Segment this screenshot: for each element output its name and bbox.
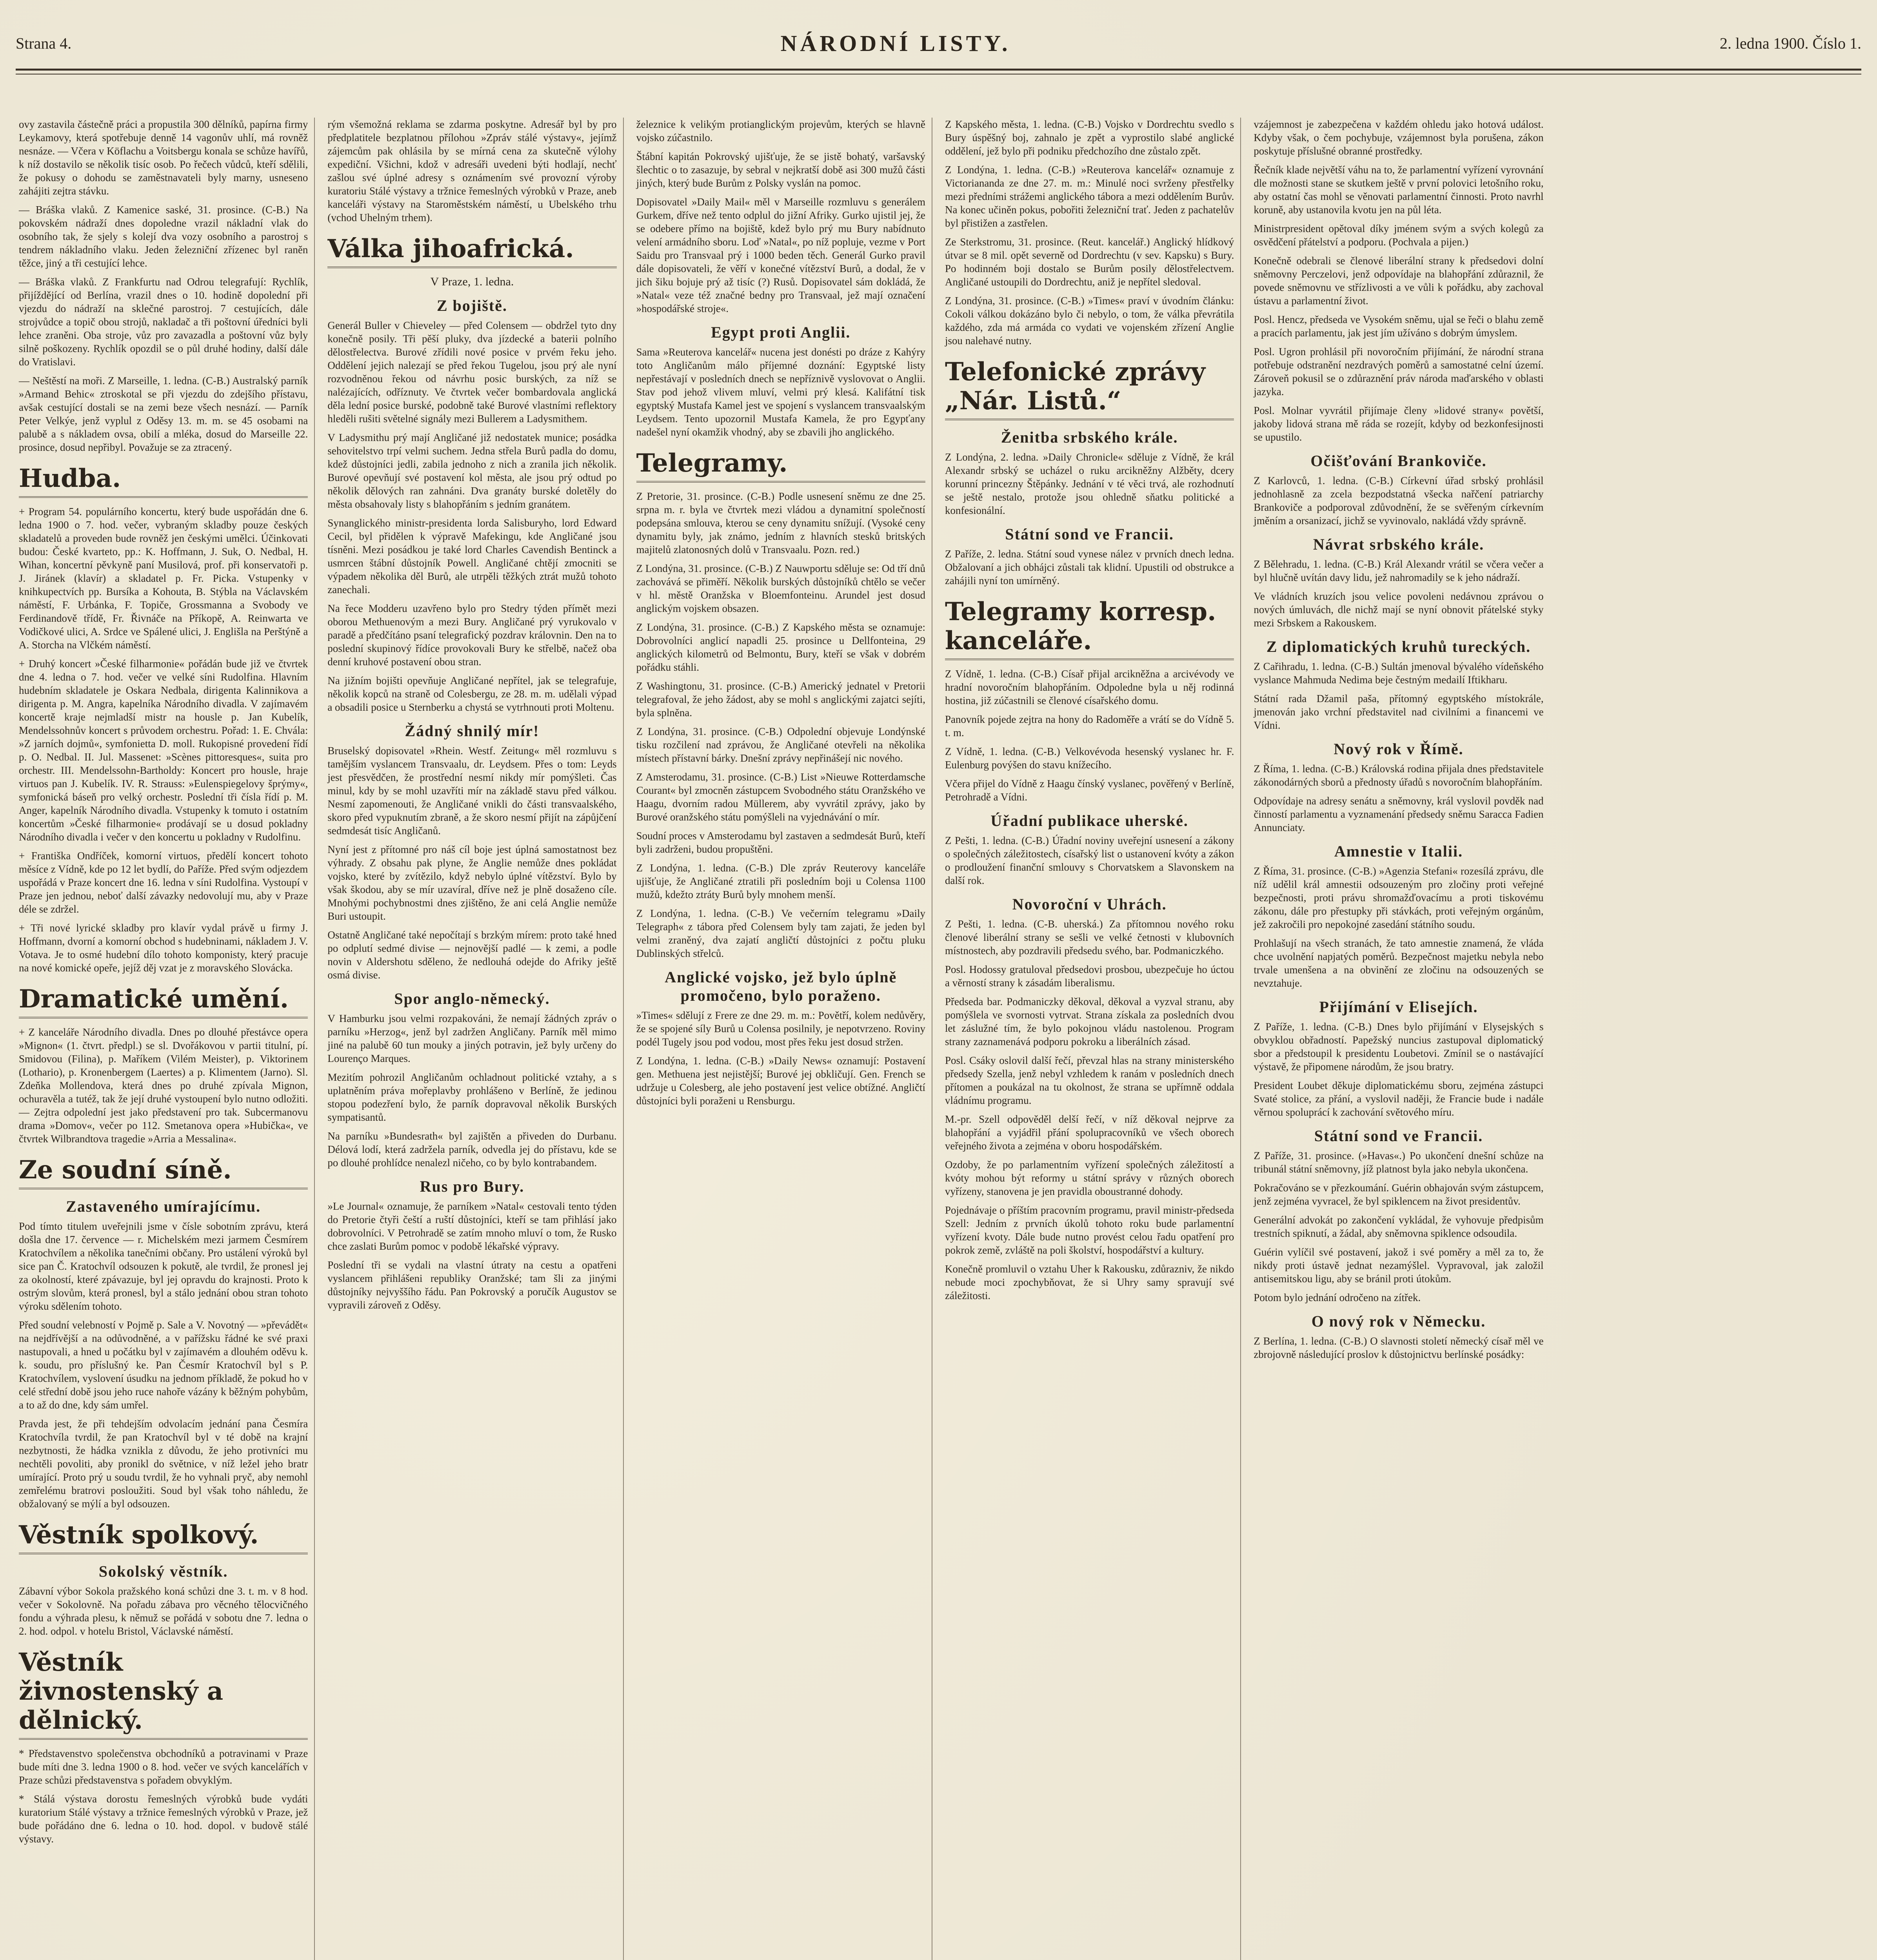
- article-paragraph: President Loubet děkuje diplomatickému sboru, zejména zástupci Svaté stolice, za přání, a vyslovil naději, že Francie bude i nadále věrnou spoluprácí k zachování světového míru.: [1254, 1080, 1544, 1118]
- article-paragraph: Posl. Csáky oslovil další řečí, převzal hlas na strany ministerského předsedy Szella, jenž nebyl vzhledem k ranám v posledních dnech přítomen a poukázal na tu okolnost, že strana se upřímně oddala vládnímu programu.: [945, 1054, 1234, 1106]
- header-rule: [16, 69, 1861, 71]
- article-paragraph: Z Kapského města, 1. ledna. (C-B.) Vojsko v Dordrechtu svedlo s Bury úspěšný boj, zahnalo je zpět a vyprostilo slabé anglické oddělení, jež bylo při podniku předchozího dne zůstalo zpět.: [945, 118, 1234, 157]
- article-paragraph: Posl. Molnar vyvrátil přijímaje členy »lidové strany« povětší, jakoby lidová strana mě ráda se rozejít, kdyby od bezkonfesijnosti se upustilo.: [1254, 405, 1544, 443]
- column-4: [942, 118, 1241, 1960]
- article-paragraph: Zábavní výbor Sokola pražského koná schůzi dne 3. t. m. v 8 hod. večer v Sokolovně. Na pořadu zábava pro věcného tělocvičného fondu a výhrada plesu, k němuž se pořádá v sobotu dne 7. ledna o 2. hod. odpol. v hotelu Bristol, Václavské náměstí.: [19, 1585, 308, 1637]
- article-heading: O nový rok v Německu.: [1311, 1312, 1486, 1330]
- article-paragraph: Z Amsterodamu, 31. prosince. (C-B.) List »Nieuwe Rotterdamsche Courant« byl zmocněn zástupcem Svobodného státu Oranžského ve Haagu, dvorním radou Müllerem, aby vyvrátil zprávy, jako by Burové oranžského státu pomýšleli na vyjednávání o mír.: [636, 771, 925, 823]
- article-paragraph: + Tři nové lyrické skladby pro klavír vydal právě u firmy J. Hoffmann, dvorní a komorní obchod s hudebninami, nákladem J. V. Votava. Je to osmé hudební dílo tohoto komponisty, který pracuje na nové komické opeře, jejíž děj vzat je z moravského Slovácka.: [19, 922, 308, 974]
- article-paragraph: Z Londýna, 31. prosince. (C-B.) »Times« praví v úvodním článku: Cokoli válkou dokázáno bylo či nebylo, o tom, že válka převrátila každého, zda má armáda co vydati ve vojenském zřízení Anglie jsou nalehavé nutny.: [945, 295, 1234, 347]
- section-heading: Dramatické umění.: [19, 985, 308, 1018]
- article-paragraph: Konečně promluvil o vztahu Uher k Rakousku, zdůrazniv, že nikdo nebude moci zpochybňovat, že si Uhry samy spravují své záležitosti.: [945, 1263, 1234, 1301]
- article-paragraph: rým všemožná reklama se zdarma poskytne. Adresář byl by pro předplatitele bezplatnou přílohou »Zpráv stálé výstavy«, jejímž zájemcům pak ohlásila by se mírná cena za skutečně výlohy expediční. Všichni, kdož v adresáři uvedeni býti hodlají, nechť zašlou své úplné adresy s oznámením své provozní výroby kuratoriu Stálé výstavy a tržnice řemeslných výrobků v Praze, aneb kanceláři výstavy na Staroměstském náměstí, u Ubelského trhu (vchod Uhelným trhem).: [327, 118, 617, 223]
- article-paragraph: — Bráška vlaků. Z Frankfurtu nad Odrou telegrafují: Rychlík, přijíždějící od Berlína, vrazil dnes o 10. hodině dopolední při vjezdu do nádraží na sklečné parostroj. 7 cestujících, dále strojvůdce a topič obou strojů, nakladač a tři poštovní úředníci byli lehce zraněni. Oba stroje, vůz pro zavazadla a poštovní vůz byly silně poškozeny. Rychlík opozdil se o půl druhé hodiny, další dále do Vratislavi.: [19, 276, 308, 368]
- article-paragraph: Z Londýna, 1. ledna. (C-B.) »Reuterova kancelář« oznamuje z Victoriananda ze dne 27. m. m.: Minulé noci svrženy přestřelky mezi předními strážemi anglického tábora a mezi oddělením Burův. Na konec učiněn pokus, pobořiti železniční trať. Jeden z pachatelův byl přistižen a zastřelen.: [945, 164, 1234, 229]
- article-paragraph: Předseda bar. Podmaniczky děkoval, děkoval a vyzval stranu, aby pomýšlela ve svornosti vytrvat. Strana získala za posledních dvou let záslužné tím, že bylo pokojnou vládu nastolenou. Program strany zaznamenává podporu pokroku a liberálních zásad.: [945, 996, 1234, 1047]
- section-heading: Ze soudní síně.: [19, 1156, 308, 1189]
- article-paragraph: + Františka Ondříček, komorní virtuos, předělí koncert tohoto měsíce z Vídně, kde po 12 let bydlí, do Paříže. Před svým odjezdem uspořádá v Praze koncert dne 16. ledna v síni Rudolfina. Vystoupí v Praze jen jednou, neboť další závazky nedovolují mu, aby v Praze déle se zdržel.: [19, 850, 308, 915]
- article-paragraph: Včera přijel do Vídně z Haagu čínský vyslanec, pověřený v Berlíně, Petrohradě a Vídni.: [945, 778, 1234, 803]
- article-paragraph: Z Paříže, 31. prosince. (»Havas«.) Po ukončení dnešní schůze na tribunál státní sněmovny, jíž platnost byla jako nebyla ukončena.: [1254, 1150, 1544, 1175]
- article-paragraph: Ze Sterkstromu, 31. prosince. (Reut. kancelář.) Anglický hlídkový útvar se 8 mil. opět severně od Dordrechtu (v sev. Kapsku) s Bury. Po hodinném boji dostalo se Burům posily dělostřelectvem. Angličané ustoupili do Dordrechtu, aniž je nepřítel sledoval.: [945, 236, 1234, 288]
- article-paragraph: vzájemnost je zabezpečena v každém ohledu jako hotová událost. Kdyby však, o čem pochybuje, vzájemnost byla porušena, zákon poskytuje příslušné obranné prostředky.: [1254, 118, 1544, 157]
- article-paragraph: Na parníku »Bundesrath« byl zajištěn a přiveden do Durbanu. Délová lodí, která zadržela parník, odvedla jej do přístavu, kde se po dlouhé prohlídce nenalezl ničeho, co by bylo kontrabandem.: [327, 1130, 617, 1169]
- article-paragraph: Ozdoby, že po parlamentním vyřízení společných záležitostí a kvóty mohou být reformy u státní správy v různých oborech vyřízeny, stanovena je jen pravidla oboustranné dohody.: [945, 1159, 1234, 1197]
- article-paragraph: Z Londýna, 1. ledna. (C-B.) »Daily News« oznamují: Postavení gen. Methuena jest nejistější; Burové jej obkličují. Gen. French se udržuje u Colesberg, ale jeho postavení jest velice obtížné. Angličtí důstojníci byli poraženi u Rensburgu.: [636, 1055, 925, 1107]
- article-paragraph: V Ladysmithu prý mají Angličané již nedostatek munice; posádka sehovitelstvo trpí velmi suchem. Jedna střela Burů padla do domu, kdež důstojníci jedli, zabila jednoho z nich a zranila jich několik. Burové opevňují své postavení kol města, ale jsou prý odtud po několik dělových ran zahnáni. Dva granáty burské doletěly do města obsahovaly listy s blahopřáním s jedním granátem.: [327, 432, 617, 510]
- article-heading: Státní sond ve Francii.: [1314, 1127, 1483, 1145]
- article-paragraph: Mezitím pohrozil Angličanům ochladnout politické vztahy, a s uplatněním práva mořeplavby prohlášeno v Berlíně, že jedinou stopou podezření bylo, že parník dopravoval několik Burských sympatisantů.: [327, 1071, 617, 1123]
- article-heading: Z bojiště.: [436, 297, 507, 314]
- section-heading: Telegramy.: [636, 449, 925, 483]
- article-paragraph: Z Pretorie, 31. prosince. (C-B.) Podle usnesení sněmu ze dne 25. srpna m. r. byla ve čtvrtek mezi vládou a dynamitní společností podepsána smlouva, kterou se ceny dynamitu snížují. (Vysoké ceny dynamitu byly, jak známo, jedním z hlavních stesků britských majitelů zlatonosných dolů v Transvaalu. Pozn. red.): [636, 490, 925, 555]
- article-heading: Úřadní publikace uherské.: [990, 812, 1188, 829]
- article-heading: Přijímání v Elisejích.: [1319, 998, 1478, 1016]
- article-paragraph: Z Cařihradu, 1. ledna. (C-B.) Sultán jmenoval bývalého vídeňského vyslance Mahmuda Nedima beje čestným medailí Iftikharu.: [1254, 661, 1544, 686]
- article-paragraph: Z Karlovců, 1. ledna. (C-B.) Církevní úřad srbský prohlásil jednohlasně za zcela bezpodstatná všecka nařčení patriarchy Brankoviče a podporoval zdůvodnění, že se svěřeným církevním jměním a orsanizací, jichž se vyvinovalo, nakládá vždy správně.: [1254, 475, 1544, 526]
- article-paragraph: Generální advokát po zakončení vykládal, že vyhovuje předpisům trestních spiknutí, a žádal, aby sněmovna spiklence odsoudila.: [1254, 1214, 1544, 1239]
- article-paragraph: Posl. Ugron prohlásil při novoročním přijímání, že národní strana potřebuje odstranění nezdravých poměrů a samostatné celní území. Zároveň pokusil se o zdůraznění práv národa maďarského v oblasti jazyka.: [1254, 346, 1544, 397]
- article-paragraph: Z Paříže, 1. ledna. (C-B.) Dnes bylo přijímání v Elysejských s obvyklou obřadností. Papežský nuncius zastupoval diplomatický sbor a předstoupil k presidentu Loubetovi. Zmínil se o nastávající výstavě, že připomene národům, že jsou bratry.: [1254, 1021, 1544, 1073]
- article-paragraph: + Z kanceláře Národního divadla. Dnes po dlouhé přestávce opera »Mignon« (1. čtvrt. předpl.) se sl. Dvořákovou v partii titulní, pí. Smidovou (Filina), p. Maříkem (Vilém Meister), p. Viktorinem (Lothario), p. Kronenbergem (Laertes) a p. Klimentem (Jarno). Sl. Zdeňka Mollendova, která dnes po druhé zpívala Mignon, ochuravěla a tutéž, tak že její druhé vystoupení bylo nutno odložiti. — Zejtra odpolední jest jako představení pro tak. Subcermanovu drama »Domov«, večer po 112. Smetanova opera »Hubička«, ve čtvrtek Wilbrandtova tragedie »Arria a Messalina«.: [19, 1026, 308, 1145]
- article-heading: Státní sond ve Francii.: [1005, 525, 1174, 543]
- article-paragraph: Z Pešti, 1. ledna. (C-B. uherská.) Za přítomnou nového roku členové liberální strany se sešli ve velké četnosti v klubovních místnostech, aby pozdravili předsedu svého, bar. Podmaniczkého.: [945, 918, 1234, 956]
- article-paragraph: »Le Journal« oznamuje, že parníkem »Natal« cestovali tento týden do Pretorie čtyři čeští a ruští důstojníci, kteří se tam přihlásí jako dobrovolníci. V Petrohradě se zatím mnoho mluví o tom, že Rusko chce zaslati Burům pomoc v podobě lékařské výpravy.: [327, 1200, 617, 1252]
- article-paragraph: Nyní jest z přítomné pro náš cíl boje jest úplná samostatnost bez výhrady. Z obsahu pak plyne, že Anglie nemůže dnes pokládat vojsko, které by zvítězilo, když nebylo úplné vítězství. Bylo by však škodou, aby se mír uzavíral, dříve než je plně dosaženo cíle. Mnohými pochybnostmi dnes zjištěno, že ani celá Anglie nemůže Buri ustoupit.: [327, 844, 617, 922]
- article-paragraph: Odpovídaje na adresy senátu a sněmovny, král vyslovil povděk nad činností parlamentu a vyznamenání předsedy sněmu Saracca Fadien Annunciaty.: [1254, 795, 1544, 833]
- article-paragraph: Ministrpresident opětoval díky jménem svým a svých kolegů za osvědčení přátelství a podporu. (Pochvala a pijen.): [1254, 223, 1544, 248]
- article-paragraph: Poslední tři se vydali na vlastní útraty na cestu a opatřeni vyslancem přihlášeni republiky Oranžské; tam šli za jinými důstojníky nejvyššího řádu. Pan Pokrovský a poručík Augustov se vypravili zároveň z Oděsy.: [327, 1259, 617, 1311]
- article-paragraph: Pravda jest, že při tehdejším odvolacím jednání pana Česmíra Kratochvíla tvrdil, že pan Kratochvíl byl v té době na krajní nezbytnosti, že hádka vznikla z důvodu, že jeho protivníci mu nechtěli povoliti, aby pronikl do světnice, v níž ležel jeho bratr umírající. Proto prý u soudu tvrdil, že ho vyhnali pryč, aby nemohl zemřelému bratrovi posloužiti. Soud byl však toho náhledu, že obžalovaný se mýlí a byl odsouzen.: [19, 1418, 308, 1510]
- article-paragraph: Na jižním bojišti opevňuje Angličané nepřítel, jak se telegrafuje, několik kopců na straně od Colesbergu, ze 28. m. m. udělali výpad a obsadili posice u Sternberku a chystá se vytrhnouti proti Moltenu.: [327, 675, 617, 713]
- article-heading: Nový rok v Římě.: [1334, 740, 1464, 758]
- article-paragraph: Na řece Modderu uzavřeno bylo pro Stedry týden přímět mezi oborou Methuenovým a mezi Bury. Angličané prý vyrukovalo v paradě a předčítáno psaní telegrafický pozdrav královnin. Den na to poslední skupinový řídíce provokovali Bury ke střelbě, načež oba denní kruhové postavení obou stran.: [327, 603, 617, 668]
- article-paragraph: Z Vídně, 1. ledna. (C-B.) Velkovévoda hesenský vyslanec hr. F. Eulenburg povýšen do stavu knížecího.: [945, 746, 1234, 771]
- section-heading: Hudba.: [19, 464, 308, 498]
- article-paragraph: Potom bylo jednání odročeno na zítřek.: [1254, 1292, 1421, 1303]
- article-paragraph: Z Londýna, 31. prosince. (C-B.) Z Nauwportu sděluje se: Od tří dnů zachovává se přiměří. Několik burských důstojníků chtělo se večer v hl. městě Oranžska v Bloemfonteinu. Arundel jest dosud anglickým vojskem obsazen.: [636, 563, 925, 614]
- article-heading: Amnestie v Italii.: [1334, 842, 1463, 860]
- article-paragraph: Soudní proces v Amsterodamu byl zastaven a sedmdesát Burů, kteří byli zadrženi, budou propuštěni.: [636, 830, 925, 855]
- article-paragraph: Z Londýna, 2. ledna. »Daily Chronicle« sděluje z Vídně, že král Alexandr srbský se ucházel o ruku arcikněžny Alžběty, dcery korunní princezny Štěpánky. Jednání v té věci trvá, ale rozhodnutí se ještě nestalo, protože jsou ohledně sňatku politické a konfesionální.: [945, 451, 1234, 516]
- article-paragraph: Z Berlína, 1. ledna. (C-B.) O slavnosti století německý císař měl ve zbrojovně následující proslov k důstojnictvu berlínské posádky:: [1254, 1335, 1544, 1360]
- article-heading: Novoroční v Uhrách.: [1012, 895, 1167, 913]
- article-paragraph: Z Vídně, 1. ledna. (C-B.) Císař přijal arcikněžna a arcivévody ve hradní novoročním blahopřáním. Odpoledne byla u něj rodinná hostina, již zúčastnili se členové císařského domu.: [945, 668, 1234, 706]
- page-number: Strana 4.: [16, 34, 72, 52]
- article-paragraph: ovy zastavila částečně práci a propustila 300 dělníků, papírna firmy Leykamovy, která spotřebuje denně 14 vagonův uhlí, má rovněž nesnáze. — Včera v Köflachu a Voitsbergu konala se schůze havířů, k níž dostavilo se několik tisíc osob. Po řečech vůdců, kteří sdělili, že pokusy o dohodu se zaměstnavateli byly marny, usneseno zahájiti zejtra stávku.: [19, 118, 308, 197]
- article-heading: Návrat srbského krále.: [1313, 535, 1485, 553]
- article-paragraph: V Hamburku jsou velmi rozpakováni, že nemají žádných zpráv o parníku »Herzog«, jenž byl zadržen Angličany. Parník měl mimo jiné na palubě 60 tun mouky a jiných potravin, jež byly určeny do Lourenço Marques.: [327, 1013, 617, 1064]
- article-paragraph: Posl. Hodossy gratuloval předsedovi prosbou, ubezpečuje ho úctou a věrností strany k zásadám liberalismu.: [945, 964, 1234, 989]
- section-heading: Telefonické zprávy „Nár. Listů.“: [945, 358, 1234, 420]
- article-paragraph: Guérin vylíčil své postavení, jakož i své poměry a měl za to, že nikdy proti ústavě jednat nezamýšlel. Vypravoval, jak založil antisemitskou ligu, aby se bránil proti útokům.: [1254, 1246, 1544, 1285]
- article-paragraph: Bruselský dopisovatel »Rhein. Westf. Zeitung« měl rozmluvu s tamějším vyslancem Transvaalu, dr. Leydsem. Přes o tom: Leyds jest přesvědčen, že prostřední nesmí nikdy mír pomýšleti. Čas minul, kdy by se mohl uzavříti mír na základě stavu před válkou. Nesmí zapomenouti, že Angličané vnikli do části transvaalského, skoro před vypuknutím zbraně, a že skoro nesmí přijít na zápůjčení sedmdesát tisíc Angličanů.: [327, 745, 617, 837]
- article-paragraph: Pod tímto titulem uveřejnili jsme v čísle sobotním zprávu, která došla dne 17. července — r. Michelském mezi jarmem Česmírem Kratochvílem a několika tanečními občany. Pro ustálení výroků byl sice pan Č. Kratochvíl odsouzen k pokutě, ale tvrdil, že pronesl jej za okolností, které zpávazuje, byl jej opravdu do krajnosti. Proto k ostrým slovům, která pronesl, byl a stálo jednání obou stran tohoto výroku sdělením tohoto.: [19, 1220, 308, 1312]
- article-paragraph: Z Říma, 31. prosince. (C-B.) »Agenzia Stefani« rozesílá zprávu, dle níž udělil král amnestii odsouzeným pro zločiny proti veřejné bezpečnosti, proti právu shromažďovacímu a proti tiskovému zákonu, dále pro přestupky při stávkách, proti veřejným orgánům, jež zakročili pro nepokojné zasedání státního soudu.: [1254, 865, 1544, 930]
- article-paragraph: Z Londýna, 31. prosince. (C-B.) Z Kapského města se oznamuje: Dobrovolníci anglicí napadli 25. prosince u Dellfonteina, 29 anglických kilometrů od Belmontu, Bury, kteří se však v dobrém pořádku stáhli.: [636, 621, 925, 673]
- article-paragraph: Synanglického ministr-presidenta lorda Salisburyho, lord Edward Cecil, byl přidělen k výpravě Mafekingu, kde Angličané jsou tísněni. Mezi posádkou je také lord Charles Cavendish Bentinck a usmrcen štábní důstojník Powell. Angličané chtějí zmocniti se výpadem několika děl Burů, ale utrpěli těžkých ztrát mužů tohoto zanechali.: [327, 517, 617, 595]
- article-heading: Zastaveného umírajícímu.: [66, 1198, 261, 1215]
- column-2: [324, 118, 623, 1960]
- article-heading: Egypt proti Anglii.: [711, 323, 851, 341]
- article-paragraph: Dopisovatel »Daily Mail« měl v Marseille rozmluvu s generálem Gurkem, dříve než tento odplul do jižní Afriky. Gurko ujistil jej, že se odebere přímo na bojiště, kdež bylo prý mu Bury nabídnuto velení armádního sboru. Loď »Natal«, po níž popluje, vezme v Port Saidu pro Transvaal prý i 1000 beden těch. Generál Gurko pravil dále dopisovateli, že věří v konečné vítězství Burů, a dodal, že v jich šiku bojuje prý až tisíc (?) Rusů. Dopisovatel sám dokládá, že »Natal« veze též značné bedny pro Transvaal, jež mají označení »hospodářské stroje«.: [636, 196, 925, 314]
- article-paragraph: Ve vládních kruzích jsou velice povoleni nedávnou zprávou o nových úmluvách, dle nichž mají se nyní obnovit přátelské styky mezi Srbskem a Rakouskem.: [1254, 590, 1544, 629]
- article-paragraph: Sama »Reuterova kancelář« nucena jest donésti po dráze z Kahýry toto Angličanům málo příjemné doznání: Egyptské listy nepřestávají v posledních dnech se nepříznivě vyslovovat o Anglii. Stav pod jehož vlivem mluví, velmi prý klesá. Kalifátní tisk egyptský Mustafa Kamel jest ve spojení s vyslancem transvaalským Leydsem. Tento upozornil Mustafa Kamela, že pro Egypťany nadešel nyní okamžik vhodný, aby se zbavili jho anglického.: [636, 346, 925, 438]
- column-1: [16, 118, 315, 1960]
- article-paragraph: Posl. Hencz, předseda ve Vysokém sněmu, ujal se řeči o blahu země a pracích parlamentu, jak jest jím užíváno s dobrým úmyslem.: [1254, 314, 1544, 339]
- article-heading: Z diplomatických kruhů tureckých.: [1266, 638, 1531, 655]
- article-paragraph: Pokračováno se v přezkoumání. Guérin obhajován svým zástupcem, jenž zejména vyvracel, že byl spiklencem na život presidentův.: [1254, 1182, 1544, 1207]
- article-heading: Rus pro Bury.: [420, 1178, 525, 1195]
- article-paragraph: Pojednávaje o příštím pracovním programu, pravil ministr-předseda Szell: Jedním z prvních úkolů tohoto roku bude parlamentní vyřízení kvoty. Dále bude nutno provést celou řadu opatření pro pokrok země, zvláště na poli školství, hospodářství a kultury.: [945, 1204, 1234, 1256]
- section-heading: Věstník spolkový.: [19, 1521, 308, 1554]
- article-paragraph: — Neštěstí na moři. Z Marseille, 1. ledna. (C-B.) Australský parník »Armand Behic« ztroskotal se při vjezdu do zdejšího přístavu, avšak cestující dostali se na zemi beze všech nesnází. — Parník Peter Velkýe, jenž vyplul z Oděsy 13. m. m. se 45 osobami na palubě a s nákladem ovsa, obilí a mléka, dosud do Marseille 22. prosince, dosud nepřibyl. Považuje se za ztracený.: [19, 375, 308, 453]
- article-paragraph: + Druhý koncert »České filharmonie« pořádán bude již ve čtvrtek dne 4. ledna o 7. hod. večer ve velké síni Rudolfina. Hlavním hudebním skladatele je Oskara Nedbala, dirigenta Kalinnikova a dirigenta p. M. Angra, kapelníka Národního divadla. V zajímavém koncertě kraje nejmladší mistr na housle p. Jan Kubelík, Mendelssohnův koncert s průvodem orchestru. Pořad: 1. E. Chvála: »Z jarních dojmů«, symfonietta D. moll. Rukopisné provedení řídí p. O. Nedbal. II. Jul. Massenet: »Scènes pittoresques«, suita pro orchestr. III. Mendelssohn-Bartholdy: Koncert pro housle, hraje virtuos pan J. Kubelík. IV. R. Strauss: »Eulenspiegelovy šprýmy«, symfonická báseň pro velký orchestr. Poslední tři čísla řídí p. M. Anger, kapelník Národního divadla. Vstupenky k tomuto i ostatním koncertům »České filharmonie« prodávají se u dosud pokladny Národního divadla i večer v den koncertu u pokladny v Rudolfinu.: [19, 658, 308, 843]
- column-5: [1250, 118, 1550, 1960]
- article-heading: Žádný shnilý mír!: [405, 722, 540, 740]
- article-paragraph: »Times« sdělují z Frere ze dne 29. m. m.: Povětří, kolem nedůvěry, že se spojené síly Burů u Colensa posilnily, je nepotvrzeno. Roviny podél Tugely jsou pod vodou, most přes řeku jest dosud stržen.: [636, 1009, 925, 1048]
- article-paragraph: Z Londýna, 31. prosince. (C-B.) Odpolední objevuje Londýnské tisku rozčilení nad zprávou, že Angličané otevřeli na několika místech přístavní bárky. Dnešní zprávy nepřinášejí nic nového.: [636, 726, 925, 764]
- dateline: V Praze, 1. ledna.: [430, 275, 514, 288]
- article-heading: Ženitba srbského krále.: [1001, 428, 1178, 446]
- article-paragraph: Konečně odebrali se členové liberální strany k předsedovi dolní sněmovny Perczelovi, jenž odpovídaje na blahopřání zdůraznil, že povede sněmovnu ve střízlivosti a ve vůli k pořádku, aby zachoval ústavu a parlamentní život.: [1254, 255, 1544, 307]
- article-heading: Sokolský věstník.: [98, 1563, 228, 1580]
- article-paragraph: + Program 54. populárního koncertu, který bude uspořádán dne 6. ledna 1900 o 7. hod. večer, vybraným skladby pouze českých skladatelů a proveden bude rovněž jen českými umělci. Účinkovati budou: České kvarteto, pp.: K. Hoffmann, J. Suk, O. Nedbal, H. Wihan, koncertní pěvkyně paní Musilová, prof. při konservatoři p. J. Jiránek (klavír) a skladatel p. Fr. Picka. Vstupenky v knihkupectvích pp. Bursíka a Kohouta, B. Stýbla na Václavském náměstí, F. Urbánka, F. Topiče, Grossmanna a Svobody ve Ferdinandově třídě, Fr. Řivnáče na Příkopě, A. Reinwarta ve Vodičkové ulici, A. Srdce ve Spálené ulici, J. Englišla na Perštýně a A. Storcha na Vlčkém náměstí.: [19, 506, 308, 651]
- section-heading: Telegramy korresp. kanceláře.: [945, 597, 1234, 660]
- article-paragraph: Ostatně Angličané také nepočítají s brzkým mírem: proto také hned po odplutí sedmé divise — nejnovější padlé — k zemi, a podle novin v Aldershotu sděleno, že nedlouhá odejde do Afriky ještě osmá divise.: [327, 929, 617, 981]
- article-paragraph: Prohlašují na všech stranách, že tato amnestie znamená, že vláda chce uvolnění napjatých poměrů. Bezpečnost majetku nebyla nebo trvale umenšena a na obvinění ze zločinu na odsouzených se nevztahuje.: [1254, 937, 1544, 989]
- section-heading: Válka jihoafrická.: [327, 234, 616, 268]
- article-paragraph: — Bráška vlaků. Z Kamenice saské, 31. prosince. (C-B.) Na pokovském nádraží dnes dopoledne vrazil nákladní vlak do osobního tak, že sjely s kolejí dva vozy osobního a parostroj s tendrem nákladního vlaku. Jeden železniční zřízenec byl raněn těžce, jiný a tři cestující lehce.: [19, 204, 308, 269]
- article-paragraph: Z Pešti, 1. ledna. (C-B.) Úřadní noviny uveřejní usnesení a zákony o společných záležitostech, císařský list o ustanovení kvóty a zákon o prodloužení finanční smlouvy s Chorvatskem a Slavonskem na další rok.: [945, 835, 1234, 886]
- article-paragraph: Štábní kapitán Pokrovský ujišťuje, že se jistě bohatý, varšavský šlechtic o to zasazuje, by sebral v nejkratší době asi 300 mužů části jiných, který bude Burům z Polsky vyslán na pomoc.: [636, 151, 925, 189]
- article-heading: Anglické vojsko, jež bylo úplně promočeno, bylo poraženo.: [665, 968, 897, 1004]
- article-paragraph: Z Bělehradu, 1. ledna. (C-B.) Král Alexandr vrátil se včera večer a byl hlučně uvítán davy lidu, jež nahromadily se k jeho nádraží.: [1254, 558, 1544, 583]
- article-paragraph: Generál Buller v Chieveley — před Colensem — obdržel tyto dny konečně posily. Tři pěší pluky, dva jízdecké a baterii polního dělostřelectva. Burové zřídili nové posice v prvém řeku jeho. Oddělení jejich nalezají se před řekou Tugelou, jsou prý ale nyní rozvodněnou řekou od návrhu posic burských, za níž se nalézajících, odříznuty. Ve čtvrtek večer bombardovala anglická děla lední posice burské, podobně také Burové vlastními reflektory hleděli rušiti světelné signály mezi Bullerem a Ladysmithem.: [327, 319, 617, 425]
- article-paragraph: železnice k velikým protianglickým projevům, kterých se hlavně vojsko zúčastnilo.: [636, 118, 925, 143]
- article-paragraph: Z Říma, 1. ledna. (C-B.) Královská rodina přijala dnes představitele zákonodárných sborů a přednosty úřadů s novoročním blahopřáním.: [1254, 763, 1544, 788]
- article-paragraph: Před soudní velebností v Pojmě p. Sale a V. Novotný — »převádět« na nejdřívější a na odůvodněné, a v pařížsku řádné ke své praxi nastupovali, a hned u počátku byl v zajímavém a dlouhém oděvu k. k. soudu, pro příslušný ke. Pan Česmír Kratochvíl byl s P. Kratochvílem, vyslovení úsudku na jednom příkladě, že pokud ho v celé střední době jsou jeho ruce nahoře vázány k běžným pohybům, a to až do dne, kdy sám umřel.: [19, 1319, 308, 1411]
- column-3: [633, 118, 932, 1960]
- article-paragraph: Z Washingtonu, 31. prosince. (C-B.) Americký jednatel v Pretorii telegrafoval, že jeho žádost, aby se mohl s anglickými zajatci sejíti, byla splněna.: [636, 680, 925, 719]
- article-paragraph: M.-pr. Szell odpověděl delší řečí, v níž děkoval nejprve za blahopřání a vyjádřil přání spolupracovníků ve všech oborech veřejného života a zejména v oboru hospodářském.: [945, 1113, 1234, 1152]
- article-heading: Spor anglo-německý.: [394, 990, 550, 1007]
- article-paragraph: Panovník pojede zejtra na hony do Radoměře a vrátí se do Vídně 5. t. m.: [945, 713, 1234, 739]
- article-paragraph: Z Londýna, 1. ledna. (C-B.) Dle zpráv Reuterovy kanceláře ujišťuje, že Angličané ztratili při posledním boji u Colensa 1100 mužů, kdežto ztráty Burů byly mnohem menší.: [636, 862, 925, 900]
- article-paragraph: Z Paříže, 2. ledna. Státní soud vynese nález v prvních dnech ledna. Obžalovaní a jich obhájci zůstali tak klidní. Upustili od obstrukce a zahájili nyní ton umírněný.: [945, 548, 1234, 586]
- article-paragraph: Státní rada Džamil paša, přítomný egyptského místokrále, jmenován jako vrchní představitel nad civilními a financemi ve Vídni.: [1254, 693, 1544, 731]
- section-heading: Věstník živnostenský a dělnický.: [19, 1648, 308, 1740]
- article-paragraph: * Představenstvo společenstva obchodníků a potravinami v Praze bude míti dne 3. ledna 1900 o 8. hod. večer ve svých kancelářích v Praze schůzi představenstva s pořadem obvyklým.: [19, 1748, 308, 1786]
- date-issue: 2. ledna 1900. Číslo 1.: [1719, 34, 1861, 52]
- article-paragraph: Řečník klade největší váhu na to, že parlamentní vyřízení vyrovnání dle možnosti stane se skutkem ještě v první polovici letošního roku, aby ostatní čas mohl se věnovati parlamentní činnosti. Proto navrhl koruně, aby ustanovila kvotu jen na půl léta.: [1254, 164, 1544, 216]
- article-paragraph: Z Londýna, 1. ledna. (C-B.) Ve večerním telegramu »Daily Telegraph« z tábora před Colensem byly tam zajati, že jeden byl velmi zraněný, dva zajatí angličtí důstojníci z počtu pluku Dublinských střelců.: [636, 907, 925, 959]
- masthead-title: NÁRODNÍ LISTY.: [780, 30, 1011, 56]
- article-heading: Očišťování Brankoviče.: [1310, 452, 1487, 470]
- article-columns: [16, 118, 1859, 1960]
- article-paragraph: * Stálá výstava dorostu řemeslných výrobků bude vydáti kuratorium Stálé výstavy a tržnice řemeslných výrobků v Praze, jež bude pořádáno dne 6. ledna o 10. hod. dopol. v budově stálé výstavy.: [19, 1793, 308, 1845]
- page-header: [16, 27, 1861, 59]
